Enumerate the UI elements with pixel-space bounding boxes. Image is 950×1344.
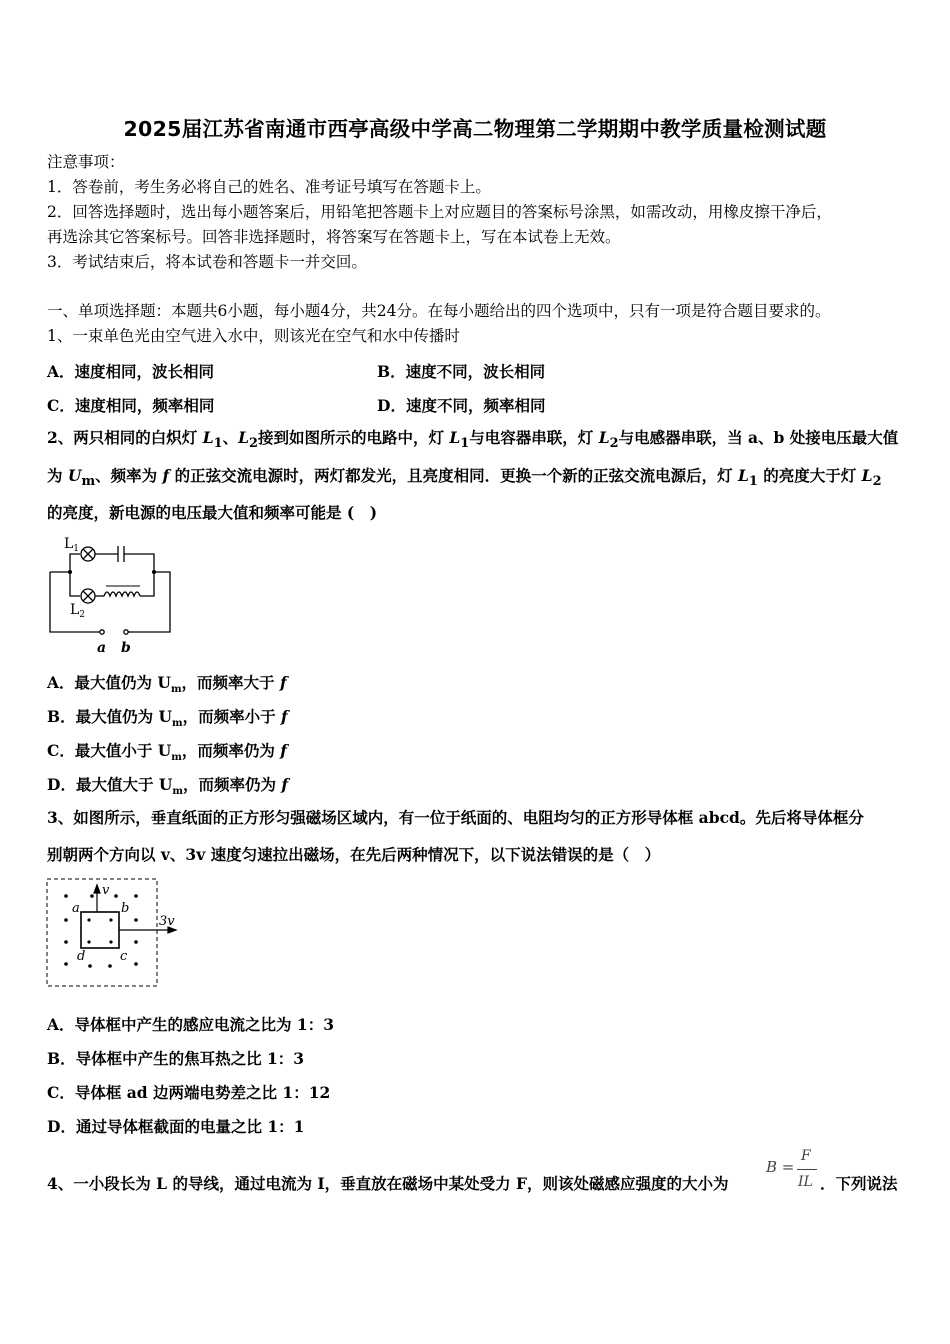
q3-option-a: A．导体框中产生的感应电流之比为 1：3 — [47, 1015, 334, 1034]
fig-label-b3: b — [121, 901, 130, 916]
circuit-diagram — [44, 534, 180, 658]
q2-option-a: A．最大值仍为 $U_m$，而频率大于 f — [47, 673, 287, 696]
q2-option-b: B．最大值仍为 $U_m$，而频率小于 f — [47, 707, 288, 730]
q4-stem-line-1: 4、一小段长为 L 的导线，通过电流为 I，垂直放在磁场中某处受力 F，则该处磁感应强度的大小为 — [47, 1174, 729, 1193]
q3-option-b: B．导体框中产生的焦耳热之比 1：3 — [47, 1049, 305, 1068]
magnetic-field-diagram — [44, 876, 184, 990]
fig-label-v: v — [102, 883, 110, 898]
q3-option-c: C．导体框 ad 边两端电势差之比 1：12 — [47, 1083, 331, 1102]
notice-item-2b: 再选涂其它答案标号。回答非选择题时，将答案写在答题卡上，写在本试卷上无效。 — [47, 228, 621, 246]
fig-label-b: b — [121, 640, 131, 656]
q1-stem: 1、一束单色光由空气进入水中，则该光在空气和水中传播时 — [47, 327, 460, 345]
q2-stem-line-1: 2、两只相同的白炽灯 $L_1$、$L_2$接到如图所示的电路中，灯 $L_1$与电容器串联，灯 $L_2$与电感器串联，当 a、b 处接电压最大值 — [47, 428, 899, 452]
q1-option-a: A．速度相同，波长相同 — [47, 362, 215, 381]
q2-option-c: C．最大值小于 $U_m$，而频率仍为 f — [47, 741, 287, 764]
q2-stem-line-2: 为 $U_m$、频率为 f 的正弦交流电源时，两灯都发光，且亮度相同．更换一个新的正弦交流电源后，灯 $L_1$ 的亮度大于灯 $L_2$ — [47, 466, 882, 490]
fig-label-c3: c — [120, 949, 128, 964]
fig-label-3v: 3v — [159, 914, 175, 929]
q1-option-c: C．速度相同，频率相同 — [47, 396, 215, 415]
q4-formula-lhs: B = — [766, 1158, 795, 1176]
notice-item-1: 1．答卷前，考生务必将自己的姓名、准考证号填写在答题卡上。 — [47, 178, 491, 196]
q2-option-d: D．最大值大于 $U_m$，而频率仍为 f — [47, 775, 289, 798]
fig-label-a3: a — [72, 901, 80, 916]
q3-option-d: D．通过导体框截面的电量之比 1：1 — [47, 1117, 305, 1136]
notice-item-3: 3．考试结束后，将本试卷和答题卡一并交回。 — [47, 253, 367, 271]
section-heading: 一、单项选择题：本题共6小题，每小题4分，共24分。在每小题给出的四个选项中，只有一项是符合题目要求的。 — [47, 302, 831, 320]
q2-stem-line-3: 的亮度，新电源的电压最大值和频率可能是 ( ) — [47, 503, 378, 522]
fig-label-a: a — [97, 640, 107, 656]
exam-title: 2025届江苏省南通市西亭高级中学高二物理第二学期期中教学质量检测试题 — [123, 117, 827, 141]
q1-option-b: B．速度不同，波长相同 — [377, 362, 546, 381]
fig-label-d3: d — [77, 949, 86, 964]
notice-heading: 注意事项： — [47, 153, 125, 171]
fig-label-L1: $L_1$ — [64, 536, 80, 554]
q4-stem-tail: ．下列说法 — [820, 1174, 898, 1193]
q3-stem-line-1: 3、如图所示，垂直纸面的正方形匀强磁场区域内，有一位于纸面的、电阻均匀的正方形导体框 abcd。先后将导体框分 — [47, 808, 864, 827]
q3-stem-line-2: 别朝两个方向以 v、3v 速度匀速拉出磁场，在先后两种情况下，以下说法错误的是（ ） — [47, 845, 661, 864]
notice-item-2a: 2．回答选择题时，选出每小题答案后，用铅笔把答题卡上对应题目的答案标号涂黑，如需改动，用橡皮擦干净后， — [47, 203, 832, 221]
q4-formula-numerator: F — [801, 1148, 811, 1164]
q1-option-d: D．速度不同，频率相同 — [377, 396, 546, 415]
fig-label-L2: $L_2$ — [70, 602, 86, 620]
q4-formula-bar — [797, 1169, 817, 1170]
q4-formula-denominator: IL — [798, 1174, 813, 1190]
